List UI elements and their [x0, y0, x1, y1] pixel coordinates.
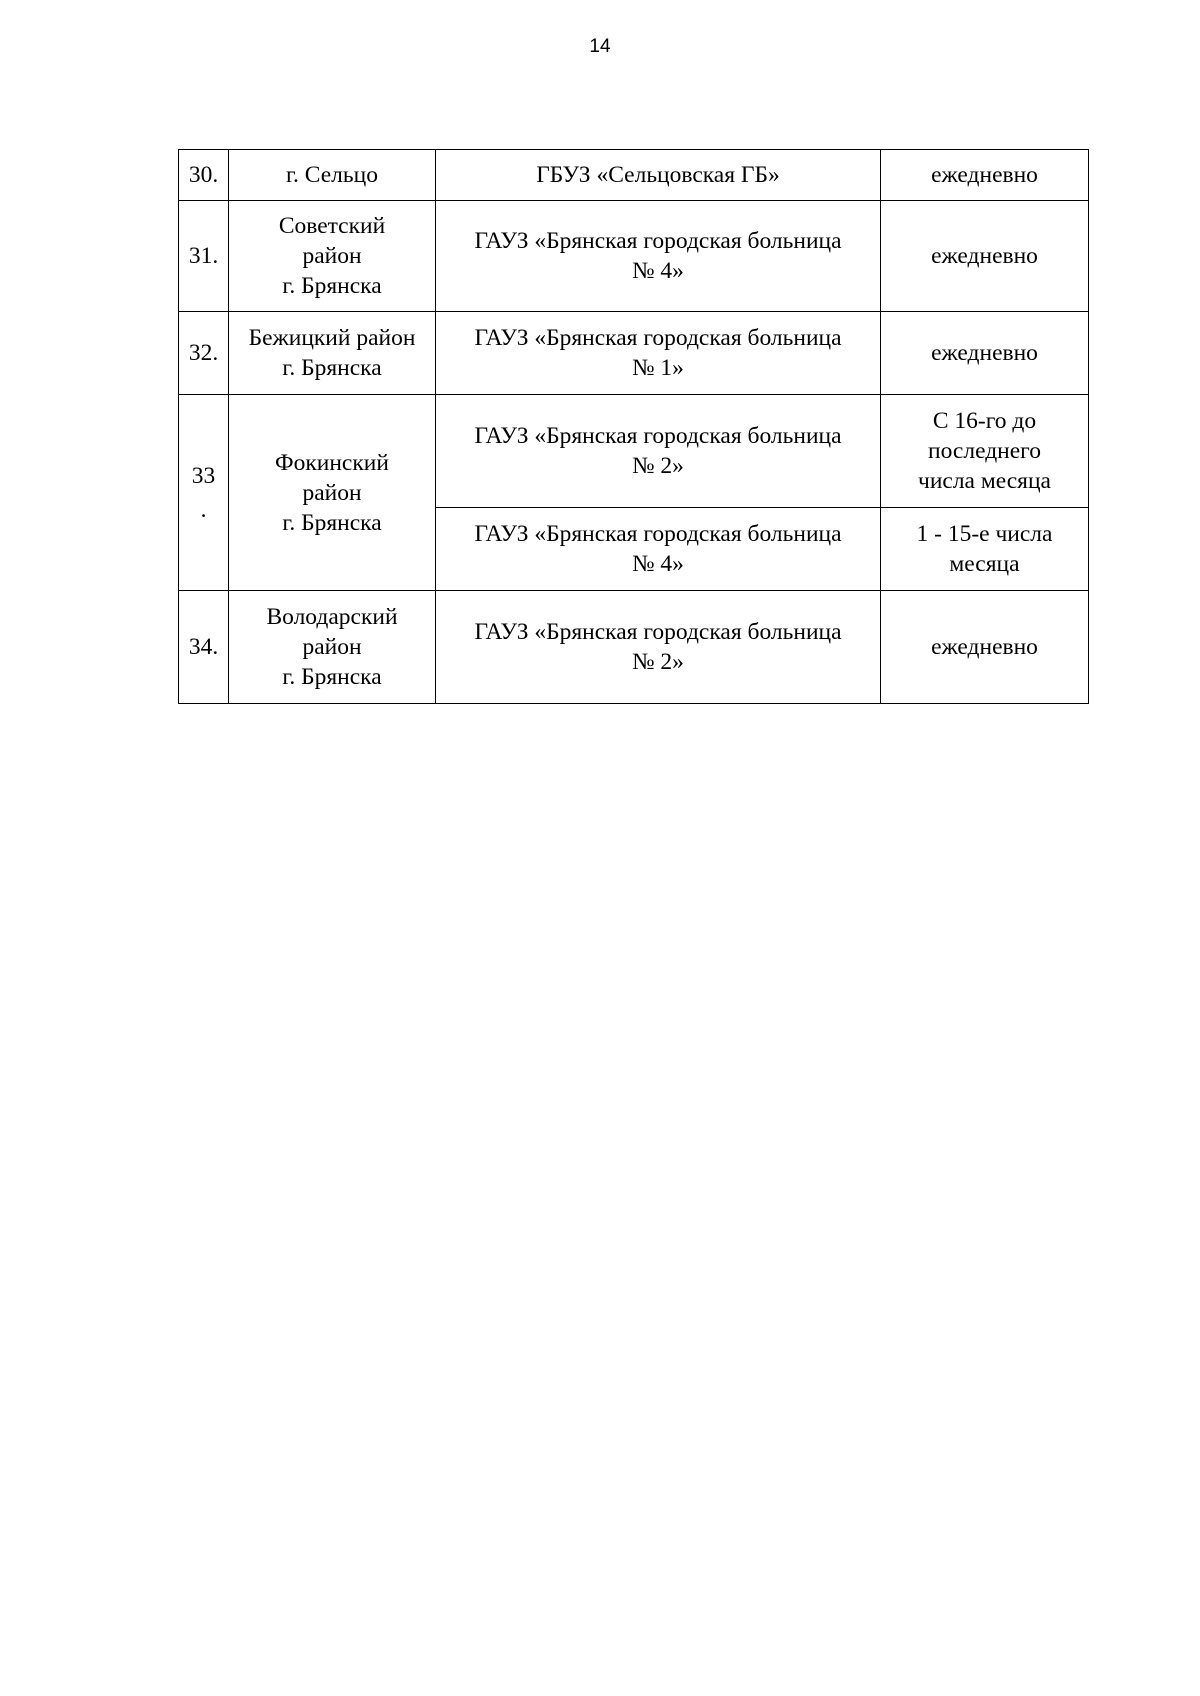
schedule-cell [881, 591, 1089, 704]
schedule-line: ежедневно [931, 243, 1038, 269]
hospital-line: ГАУЗ «Брянская городская больница [474, 521, 842, 547]
locality-line: г. Сельцо [286, 162, 378, 188]
row-number: 33 [191, 462, 216, 489]
locality-line: район [302, 243, 362, 269]
hospital-line: № 4» [632, 258, 684, 284]
row-number-cell [179, 591, 229, 704]
hospital-line: ГАУЗ «Брянская городская больница [474, 325, 842, 351]
schedule-cell [881, 508, 1089, 591]
row-number: 31. [188, 243, 219, 269]
hospital-cell [436, 395, 881, 508]
schedule-line: месяца [949, 551, 1020, 577]
table-row [179, 150, 1089, 201]
locality-line: Советский [278, 213, 386, 239]
table-row [179, 312, 1089, 395]
locality-cell [229, 312, 436, 395]
schedule-cell [881, 312, 1089, 395]
row-number-cell [179, 312, 229, 395]
row-number-cell [179, 201, 229, 312]
schedule-line: ежедневно [931, 162, 1038, 188]
schedule-cell [881, 201, 1089, 312]
locality-cell [229, 395, 436, 591]
locality-cell [229, 201, 436, 312]
schedule-cell [881, 150, 1089, 201]
row-number-dot: . [200, 496, 207, 523]
hospital-line: ГАУЗ «Брянская городская больница [474, 423, 842, 449]
locality-line: Володарский [266, 604, 398, 630]
locality-cell [229, 150, 436, 201]
schedule-line: ежедневно [931, 340, 1038, 366]
locality-line: г. Брянска [282, 355, 382, 381]
table-row [179, 201, 1089, 312]
row-number-cell [179, 150, 229, 201]
locality-line: Бежицкий район [248, 325, 416, 351]
locality-line: г. Брянска [282, 273, 382, 299]
table-row [179, 395, 1089, 508]
locality-line: район [302, 479, 362, 506]
hospital-cell [436, 508, 881, 591]
schedule-line: числа месяца [918, 468, 1051, 494]
hospital-line: № 4» [632, 551, 684, 577]
hospital-line: № 2» [632, 453, 684, 479]
hospital-line: ГБУЗ «Сельцовская ГБ» [536, 162, 780, 188]
table-row [179, 591, 1089, 704]
schedule-cell [881, 395, 1089, 508]
schedule-line: 1 - 15-е числа [916, 521, 1053, 547]
row-number: 34. [188, 634, 219, 660]
hospital-line: ГАУЗ «Брянская городская больница [474, 619, 842, 645]
row-number-cell [179, 395, 229, 591]
row-number: 30. [188, 162, 219, 188]
locality-line: г. Брянска [282, 509, 382, 536]
schedule-line: ежедневно [931, 634, 1038, 660]
schedule-table [178, 149, 1089, 704]
schedule-line: последнего [928, 438, 1041, 464]
schedule-line: С 16-го до [932, 408, 1037, 434]
hospital-line: ГАУЗ «Брянская городская больница [474, 228, 842, 254]
hospital-cell [436, 591, 881, 704]
locality-line: Фокинский [275, 449, 389, 476]
locality-cell [229, 591, 436, 704]
page-number: 14 [589, 36, 611, 57]
hospital-cell [436, 150, 881, 201]
row-number: 32. [188, 340, 219, 366]
hospital-cell [436, 312, 881, 395]
hospital-line: № 2» [632, 649, 684, 675]
locality-line: г. Брянска [282, 664, 382, 690]
locality-line: район [302, 634, 362, 660]
hospital-cell [436, 201, 881, 312]
hospital-line: № 1» [632, 355, 684, 381]
